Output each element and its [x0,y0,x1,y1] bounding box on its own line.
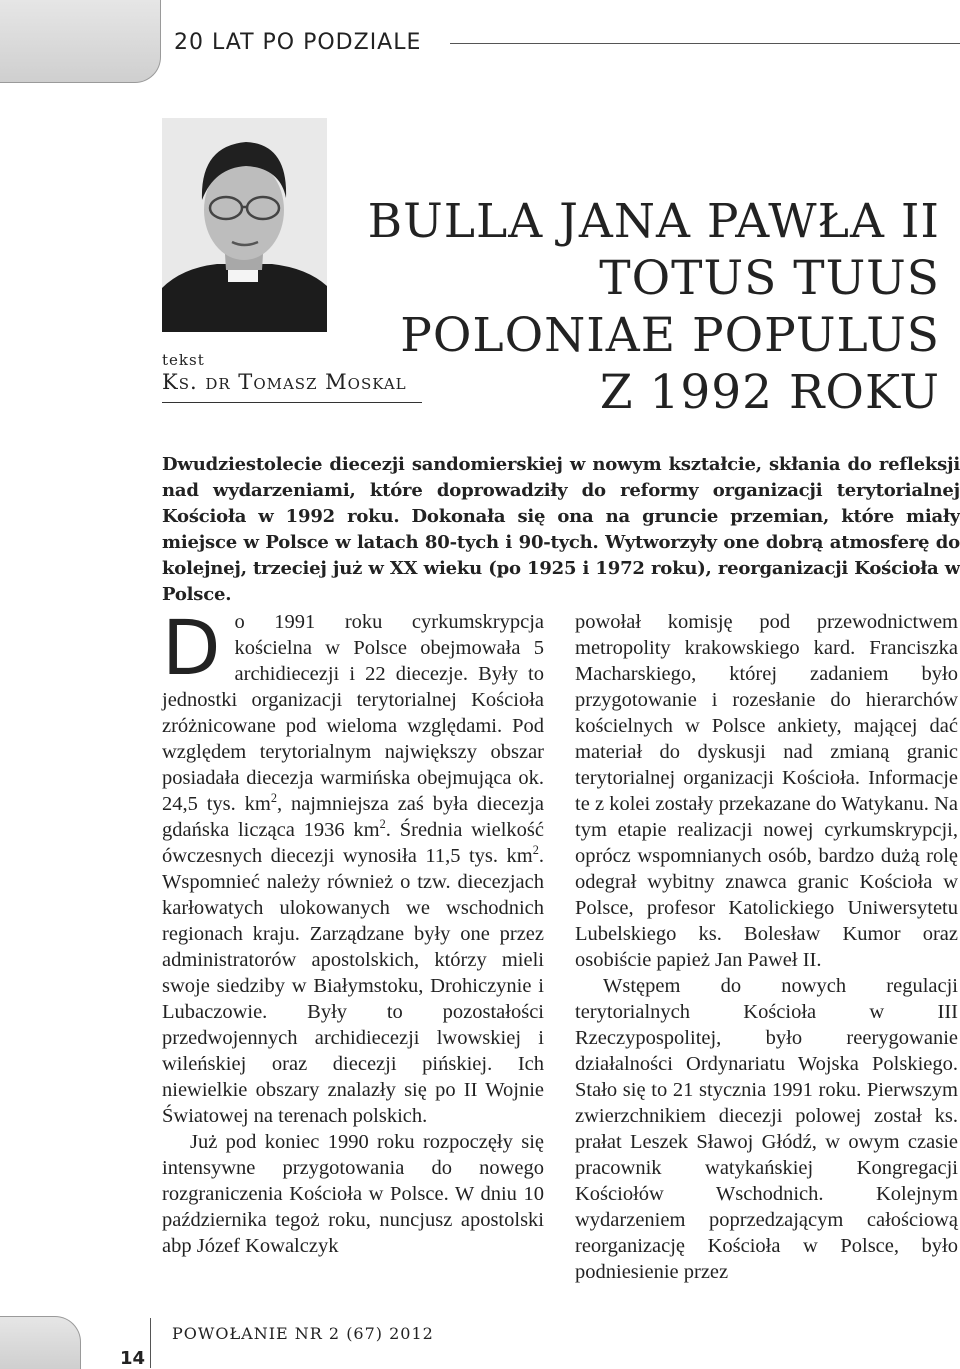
title-line-2: TOTUS TUUS [599,251,940,307]
footer-tab [0,1316,81,1369]
left-column [162,603,544,1259]
superscript: 2 [532,843,539,858]
page-number: 14 [120,1348,146,1369]
left-paragraph-2: Już pod koniec 1990 roku rozpoczęły się intensywne przygotowania do nowego rozgraniczenia Kościoła w Polsce. W dniu 10 października tegoż roku, nuncjusz apostolski abp Józef Kowalczyk [162,1131,544,1257]
header-rule [450,43,960,44]
right-paragraph-1: powołał komisję pod przewodnictwem metropolity krakowskiego kard. Franciszka Macharskiego, której zadaniem było przygotowanie i rozesłanie do hierarchów kościelnych w Polsce ankiety, mającej dać materiał do dyskusji nad zmianą granic terytorialnej organizacji Kościoła. Informacje te z kolei zostały przekazane do Watykanu. Na tym etapie realizacji nowej cyrkumskrypcji, oprócz wspomnianych osób, bardzo dużą rolę odegrał wybitny znawca granic Kościoła w Polsce, profesor Katolickiego Uniwersytetu Lubelskiego ks. Bolesław Kumor oraz osobiście papież Jan Paweł II. [575,611,958,971]
title-line-4: Z 1992 ROKU [599,365,940,421]
portrait-image [162,118,327,332]
right-paragraph-2: Wstępem do nowych regulacji terytorialnych Kościoła w III Rzeczypospolitej, było reerygowanie działalności Ordynariatu Wojska Polskiego. Stało się to 21 stycznia 1991 roku. Pierwszym zwierzchnikiem diecezji polowej został ks. prałat Leszek Sławoj Głódź, w owym czasie pracownik watykańskiej Kongregacji Kościołów Wschodnich. Kolejnym wydarzeniem poprzedzającym całościową reorganizację Kościoła w Polsce, było podniesienie przez [575,975,958,1283]
header-tab [0,0,161,83]
author-name: Ks. dr Tomasz Moskal [162,370,407,394]
byline-rule [162,402,422,403]
title-line-3: POLONIAE POPULUS [400,308,940,364]
title-line-1: BULLA JANA PAWŁA II [367,194,940,250]
text-run: o 1991 roku cyrkumskrypcja kościelna w Polsce obejmowała 5 archidiecezji i 22 diecezje. Były to jednostki organizacji terytorialnej Kościoła zróżnicowane pod wieloma względami. Pod względem terytorialnym największy obszar posiadała diecezja warmińska obejmująca ok. 24,5 tys. km [162,611,544,815]
text-run: , najmniejsza zaś była diecezja gdańska licząca 1936 km [162,793,544,841]
drop-cap: D [162,603,221,692]
text-run: . Średnia wielkość ówczesnych diecezji wynosiła 11,5 tys. km [162,819,544,867]
byline-label: tekst [162,351,205,369]
author-photo [162,118,327,332]
lead-paragraph: Dwudziestolecie diecezji sandomierskiej w nowym kształcie, skłania do refleksji nad wydarzeniami, które doprowadziły do reformy organizacji terytorialnej Kościoła w 1992 roku. Dokonała się ona na gruncie przemian, które miały miejsce w Polsce w latach 80-tych i 90-tych. Wytworzyły one dobrą atmosferę do kolejnej, trzeciej już w XX wieku (po 1925 i 1972 roku), reorganizacji Kościoła w Polsce. [162,454,960,605]
text-run: . Wspomnieć należy również o tzw. diecezjach karłowatych ulokowanych we wschodnich regionach kraju. Zarządzane były one przez administratorów apostolskich, którzy mieli swoje siedziby w Białymstoku, Drohiczynie i Lubaczowie. Były to pozostałości przedwojennych archidiecezji lwowskiej i wileńskiej oraz diecezji pińskiej. Ich niewielkie obszary znalazły się po II Wojnie Światowej na terenach polskich. [162,845,544,1127]
footer-rule [150,1318,151,1368]
publication-info: POWOŁANIE NR 2 (67) 2012 [172,1324,434,1343]
section-heading: 20 LAT PO PODZIALE [174,30,422,55]
superscript: 2 [379,817,386,832]
left-paragraph-1 [162,603,544,1129]
article-title [350,193,940,421]
right-column [575,609,958,1285]
superscript: 2 [270,791,277,806]
